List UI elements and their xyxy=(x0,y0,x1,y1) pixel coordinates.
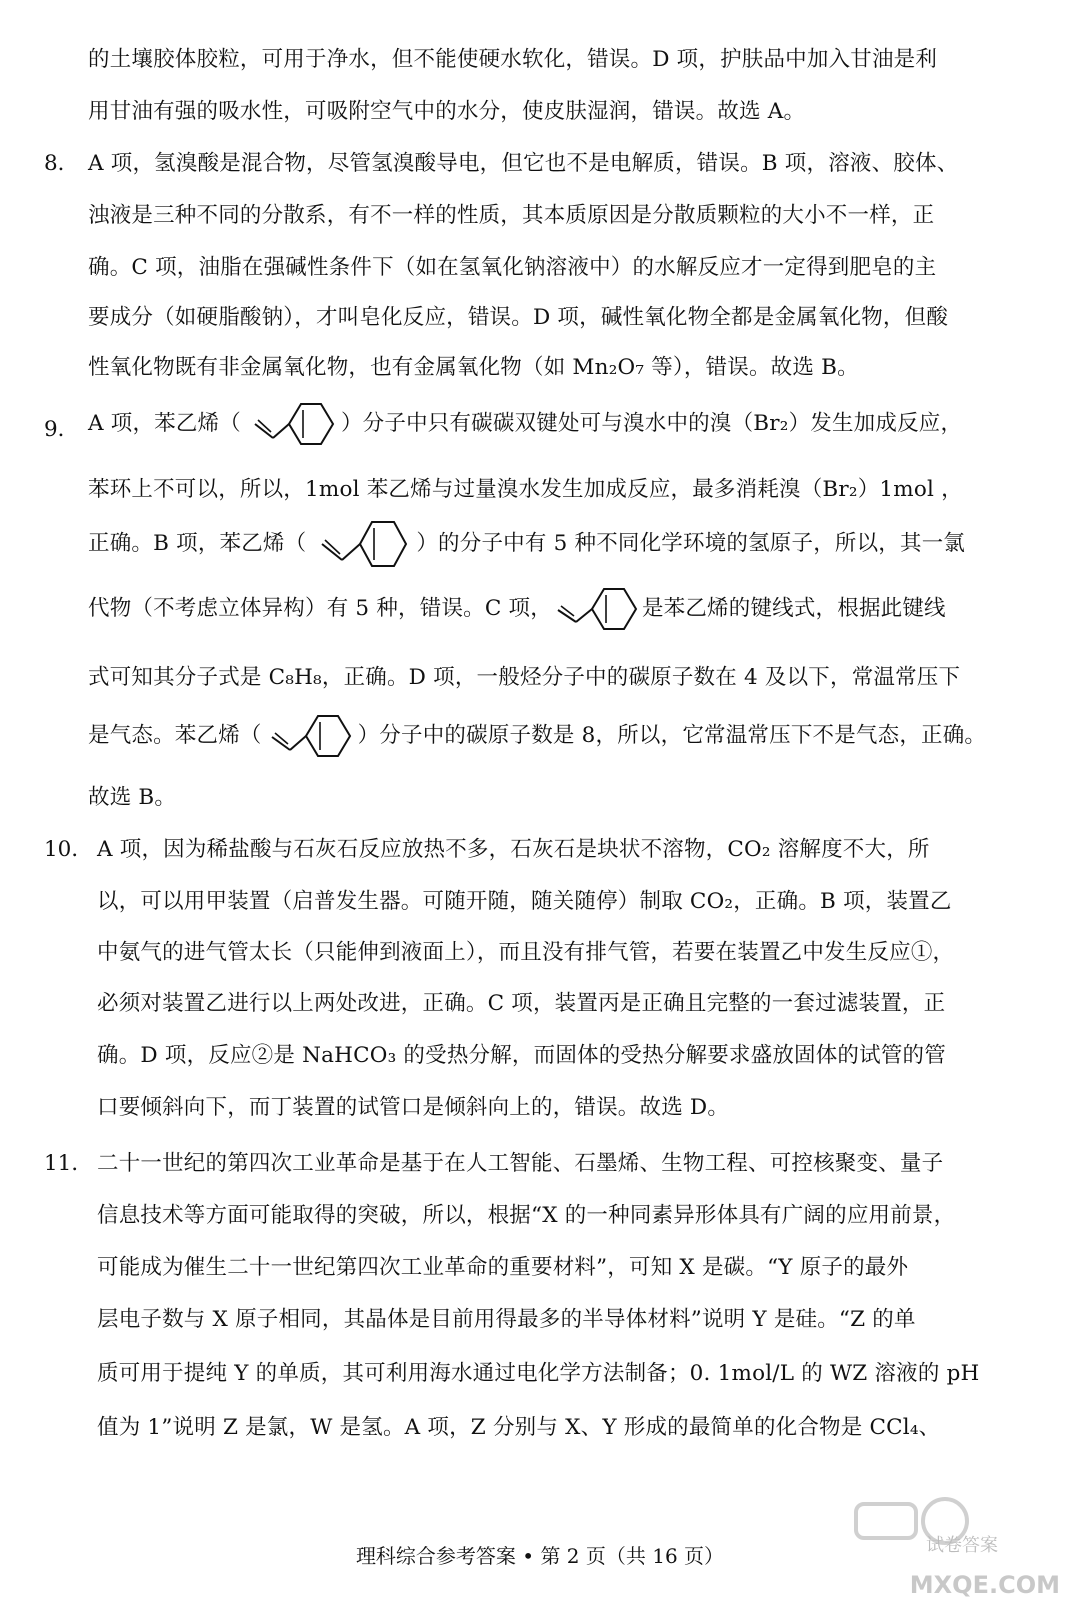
text-span: ）的分子中有 5 种不同化学环境的氢原子，所以，其一氯 xyxy=(416,531,966,556)
text-line: 质可用于提纯 Y 的单质，其可利用海水通过电化学方法制备；0. 1mol/L 的 WZ 溶液的 pH xyxy=(97,1361,980,1386)
text-line: 中氨气的进气管太长（只能伸到液面上），而且没有排气管，若要在装置乙中发生反应①， xyxy=(97,940,955,965)
text-line: 二十一世纪的第四次工业革命是基于在人工智能、石墨烯、生物工程、可控核聚变、量子 xyxy=(97,1151,944,1176)
text-line: 的土壤胶体胶粒，可用于净水，但不能使硬水软化，错误。D 项，护肤品中加入甘油是利 xyxy=(88,47,938,72)
text-span: 是苯乙烯的键线式，根据此键线 xyxy=(641,596,946,621)
watermark-site: MXQE.COM xyxy=(909,1571,1060,1599)
question-number: 9． xyxy=(44,417,80,442)
text-line: 确。C 项，油脂在强碱性条件下（如在氢氧化钠溶液中）的水解反应才一定得到肥皂的主 xyxy=(88,255,937,280)
question-number: 8． xyxy=(44,151,80,176)
text-span: 是气态。苯乙烯（ xyxy=(88,723,262,748)
text-line-with-structure xyxy=(88,398,962,450)
question-number: 11． xyxy=(44,1151,93,1176)
question-number: 10． xyxy=(44,837,93,862)
text-line: 确。D 项，反应②是 NaHCO₃ 的受热分解，而固体的受热分解要求盛放固体的试管的管 xyxy=(97,1043,946,1068)
text-line: 必须对装置乙进行以上两处改进，正确。C 项，装置丙是正确且完整的一套过滤装置，正 xyxy=(97,991,946,1016)
page-footer: 理科综合参考答案 • 第 2 页（共 16 页） xyxy=(355,1544,725,1568)
text-line: 可能成为催生二十一世纪第四次工业革命的重要材料”，可知 X 是碳。“Y 原子的最外 xyxy=(97,1255,909,1280)
text-line: 口要倾斜向下，而丁装置的试管口是倾斜向上的，错误。故选 D。 xyxy=(97,1095,730,1120)
text-line: 要成分（如硬脂酸钠），才叫皂化反应，错误。D 项，碱性氧化物全都是金属氧化物，但酸 xyxy=(88,305,949,330)
text-line: 信息技术等方面可能取得的突破，所以，根据“X 的一种同素异形体具有广阔的应用前景， xyxy=(97,1203,956,1228)
text-line: 故选 B。 xyxy=(88,785,177,810)
text-line: A 项，因为稀盐酸与石灰石反应放热不多，石灰石是块状不溶物，CO₂ 溶解度不大，所 xyxy=(97,837,930,862)
text-line: 值为 1”说明 Z 是氯，W 是氢。A 项，Z 分别与 X、Y 形成的最简单的化合物是 CCl₄、 xyxy=(97,1415,941,1440)
text-line-with-structure xyxy=(88,710,986,762)
styrene-structure-icon xyxy=(552,584,642,634)
text-span: 代物（不考虑立体异构）有 5 种，错误。C 项， xyxy=(88,596,552,621)
text-line: 苯环上不可以，所以，1mol 苯乙烯与过量溴水发生加成反应，最多消耗溴（Br₂）1mol ， xyxy=(88,477,963,502)
text-line: A 项，氢溴酸是混合物，尽管氢溴酸导电，但它也不是电解质，错误。B 项，溶液、胶体、 xyxy=(88,151,959,176)
text-span: A 项，苯乙烯（ xyxy=(88,411,241,436)
text-span: ）分子中的碳原子数是 8，所以，它常温常压下不是气态，正确。 xyxy=(357,723,987,748)
text-line: 以，可以用甲装置（启普发生器。可随开随，随关随停）制取 CO₂，正确。B 项，装置乙 xyxy=(97,889,952,914)
text-line: 式可知其分子式是 C₈H₈，正确。D 项，一般烃分子中的碳原子数在 4 及以下，常温常压下 xyxy=(88,665,961,690)
text-line-with-structure xyxy=(88,584,946,634)
styrene-structure-icon xyxy=(306,516,416,572)
text-span: 正确。B 项，苯乙烯（ xyxy=(88,531,307,556)
text-line-with-structure xyxy=(88,516,965,572)
watermark-label: 试卷答案 xyxy=(926,1535,998,1556)
text-line: 用甘油有强的吸水性，可吸附空气中的水分，使皮肤湿润，错误。故选 A。 xyxy=(88,99,806,124)
styrene-structure-icon xyxy=(262,710,358,762)
text-line: 性氧化物既有非金属氧化物，也有金属氧化物（如 Mn₂O₇ 等），错误。故选 B。 xyxy=(88,355,859,380)
text-line: 浊液是三种不同的分散系，有不一样的性质，其本质原因是分散质颗粒的大小不一样，正 xyxy=(88,203,935,228)
text-span: ）分子中只有碳碳双键处可与溴水中的溴（Br₂）发生加成反应， xyxy=(340,411,963,436)
text-line: 层电子数与 X 原子相同，其晶体是目前用得最多的半导体材料”说明 Y 是硅。“Z 的单 xyxy=(97,1307,916,1332)
styrene-structure-icon xyxy=(241,398,341,450)
